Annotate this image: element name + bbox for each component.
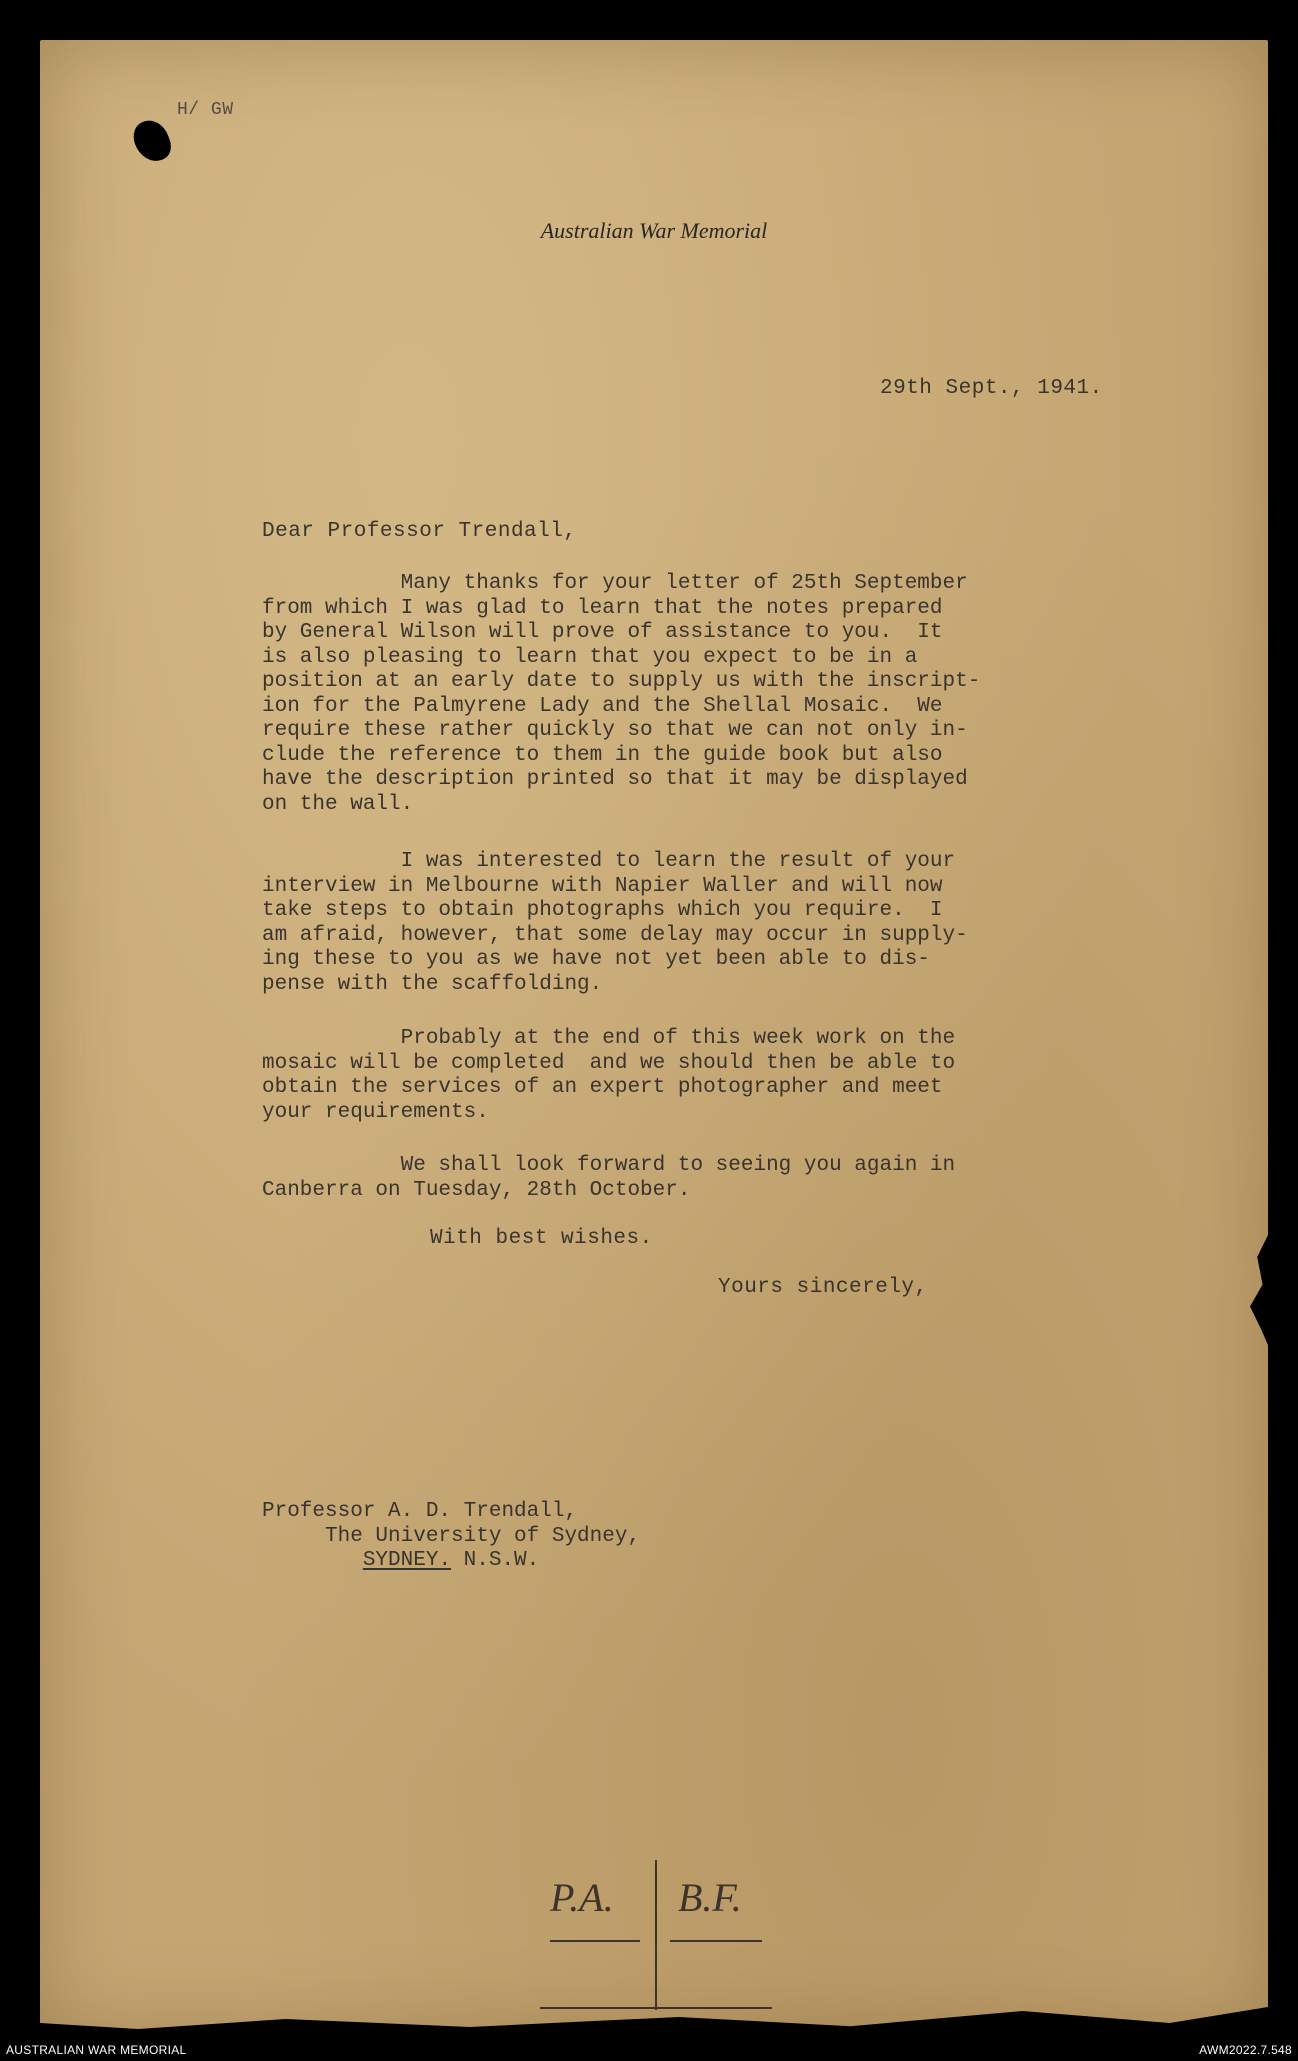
paragraph-line: is also pleasing to learn that you expect to be in a [262, 645, 918, 669]
recipient-address [262, 1500, 640, 1574]
paragraph-line: We shall look forward to seeing you again in [262, 1154, 956, 1177]
paragraph-line: obtain the services of an expert photographer and meet [262, 1076, 943, 1099]
paragraph-line: position at an early date to supply us with the inscript- [262, 670, 981, 693]
address-line-2: The University of Sydney, [262, 1524, 641, 1548]
paragraph-4 [262, 1154, 1162, 1203]
paragraph-line: pense with the scaffolding. [262, 972, 603, 996]
paragraph-3 [262, 1027, 1162, 1125]
paragraph-line: ion for the Palmyrene Lady and the Shellal Mosaic. We [262, 694, 943, 718]
paragraph-line: require these rather quickly so that we can not only in- [262, 719, 968, 742]
paragraph-line: your requirements. [262, 1100, 489, 1124]
address-line-1: Professor A. D. Trendall, [262, 1500, 578, 1523]
letter-page [40, 40, 1268, 2035]
paragraph-2 [262, 850, 1162, 997]
paragraph-line: have the description printed so that it may be displayed [262, 768, 968, 791]
paragraph-line: from which I was glad to learn that the notes prepared [262, 596, 943, 620]
paragraph-line: on the wall. [262, 792, 414, 816]
letter-date: 29th Sept., 1941. [880, 377, 1103, 400]
paragraph-line: I was interested to learn the result of your [262, 850, 956, 873]
paragraph-line: Many thanks for your letter of 25th September [262, 572, 968, 595]
initials-bf: B.F. [678, 1875, 742, 1920]
torn-hole [129, 115, 175, 166]
stamp-line-bottom [540, 2007, 772, 2009]
torn-edge-right [1250, 1235, 1268, 1345]
stamp-line-left [550, 1940, 640, 1942]
address-city: SYDNEY. [362, 1549, 452, 1572]
stamp-divider [655, 1860, 657, 2010]
paragraph-line: by General Wilson will prove of assistance to you. It [262, 621, 943, 644]
footer-accession-number: AWM2022.7.548 [1199, 2043, 1292, 2057]
footer-source: AUSTRALIAN WAR MEMORIAL [6, 2043, 187, 2057]
reference-mark: H/ GW [177, 100, 234, 120]
stamp-line-right [670, 1940, 762, 1942]
salutation: Dear Professor Trendall, [262, 520, 577, 543]
paragraph-line: take steps to obtain photographs which you require. I [262, 899, 943, 922]
paragraph-1 [262, 572, 1162, 817]
paragraph-line: Canberra on Tuesday, 28th October. [262, 1178, 691, 1202]
address-line-3 [262, 1549, 640, 1574]
letterhead: Australian War Memorial [540, 218, 768, 243]
closing-wishes: With best wishes. [430, 1227, 653, 1250]
paragraph-line: clude the reference to them in the guide book but also [262, 743, 943, 767]
initials-stamp [540, 1860, 772, 2010]
paragraph-line: ing these to you as we have not yet been able to dis- [262, 948, 930, 971]
address-state: N.S.W. [451, 1549, 540, 1572]
paragraph-line: mosaic will be completed and we should then be able to [262, 1051, 956, 1075]
paragraph-line: am afraid, however, that some delay may occur in supply- [262, 923, 968, 947]
signoff: Yours sincerely, [718, 1276, 928, 1299]
paragraph-line: interview in Melbourne with Napier Waller and will now [262, 874, 943, 898]
initials-pa: P.A. [550, 1875, 614, 1920]
paragraph-line: Probably at the end of this week work on the [262, 1027, 956, 1050]
